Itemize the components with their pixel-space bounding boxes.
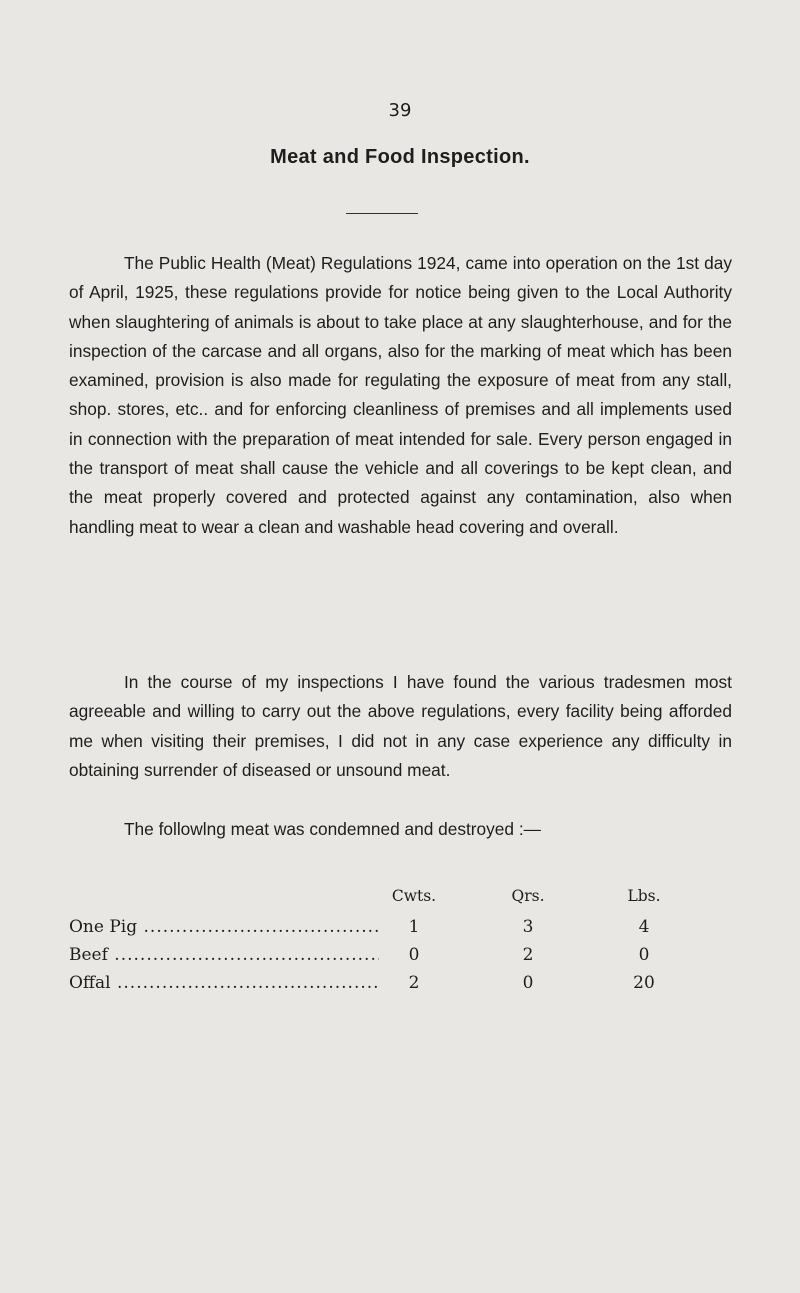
row-cwts: 2 [408,973,420,993]
page-number: 39 [388,100,412,121]
row-qrs: 3 [522,917,534,937]
row-item-label: One Pig [69,917,138,937]
row-cwts: 0 [408,945,420,965]
condemned-meat-table [69,887,729,1001]
row-lbs: 20 [633,973,655,993]
row-cwts: 1 [408,917,420,937]
leader-dots [108,945,379,965]
table-row [69,917,729,945]
row-qrs: 0 [522,973,534,993]
row-qrs: 2 [522,945,534,965]
row-item [69,973,379,993]
title-divider [346,213,418,214]
table-header-row [69,887,729,917]
paragraph-condemned-intro: The followlng meat was condemned and destroyed :— [124,819,541,839]
header-lbs: Lbs. [627,887,661,905]
page-title: Meat and Food Inspection. [270,146,530,168]
row-item [69,945,379,965]
header-qrs: Qrs. [511,887,545,905]
table-row [69,945,729,973]
row-item [69,917,379,937]
header-cwts: Cwts. [391,887,437,905]
paragraph-inspections: In the course of my inspections I have found the various tradesmen most agreeable and willing to carry out the above regulations, every facility being afforded me when visiting their premises, I did not in any case experience any difficulty in obtaining surrender of diseased or unsound meat. [69,672,732,780]
leader-dots [111,973,379,993]
paragraph-regulations: The Public Health (Meat) Regulations 1924, came into operation on the 1st day of April, 1925, these regulations provide for notice being given to the Local Authority when slaughtering of animals is about to take place at any slaughterhouse, and for the inspection of the carcase and all organs, also for the marking of meat which has been examined, provision is also made for regulating the exposure of meat from any stall, shop. stores, etc.. and for enforcing cleanliness of premises and all implements used in connection with the preparation of meat intended for sale. Every person engaged in the transport of meat shall cause the vehicle and all coverings to be kept clean, and the meat properly covered and protected against any contamination, also when handling meat to wear a clean and washable head covering and overall. [69,253,732,537]
leader-dots [137,917,379,937]
row-lbs: 0 [638,945,650,965]
row-item-label: Offal [69,973,111,993]
row-lbs: 4 [638,917,650,937]
table-row [69,973,729,1001]
row-item-label: Beef [69,945,108,965]
